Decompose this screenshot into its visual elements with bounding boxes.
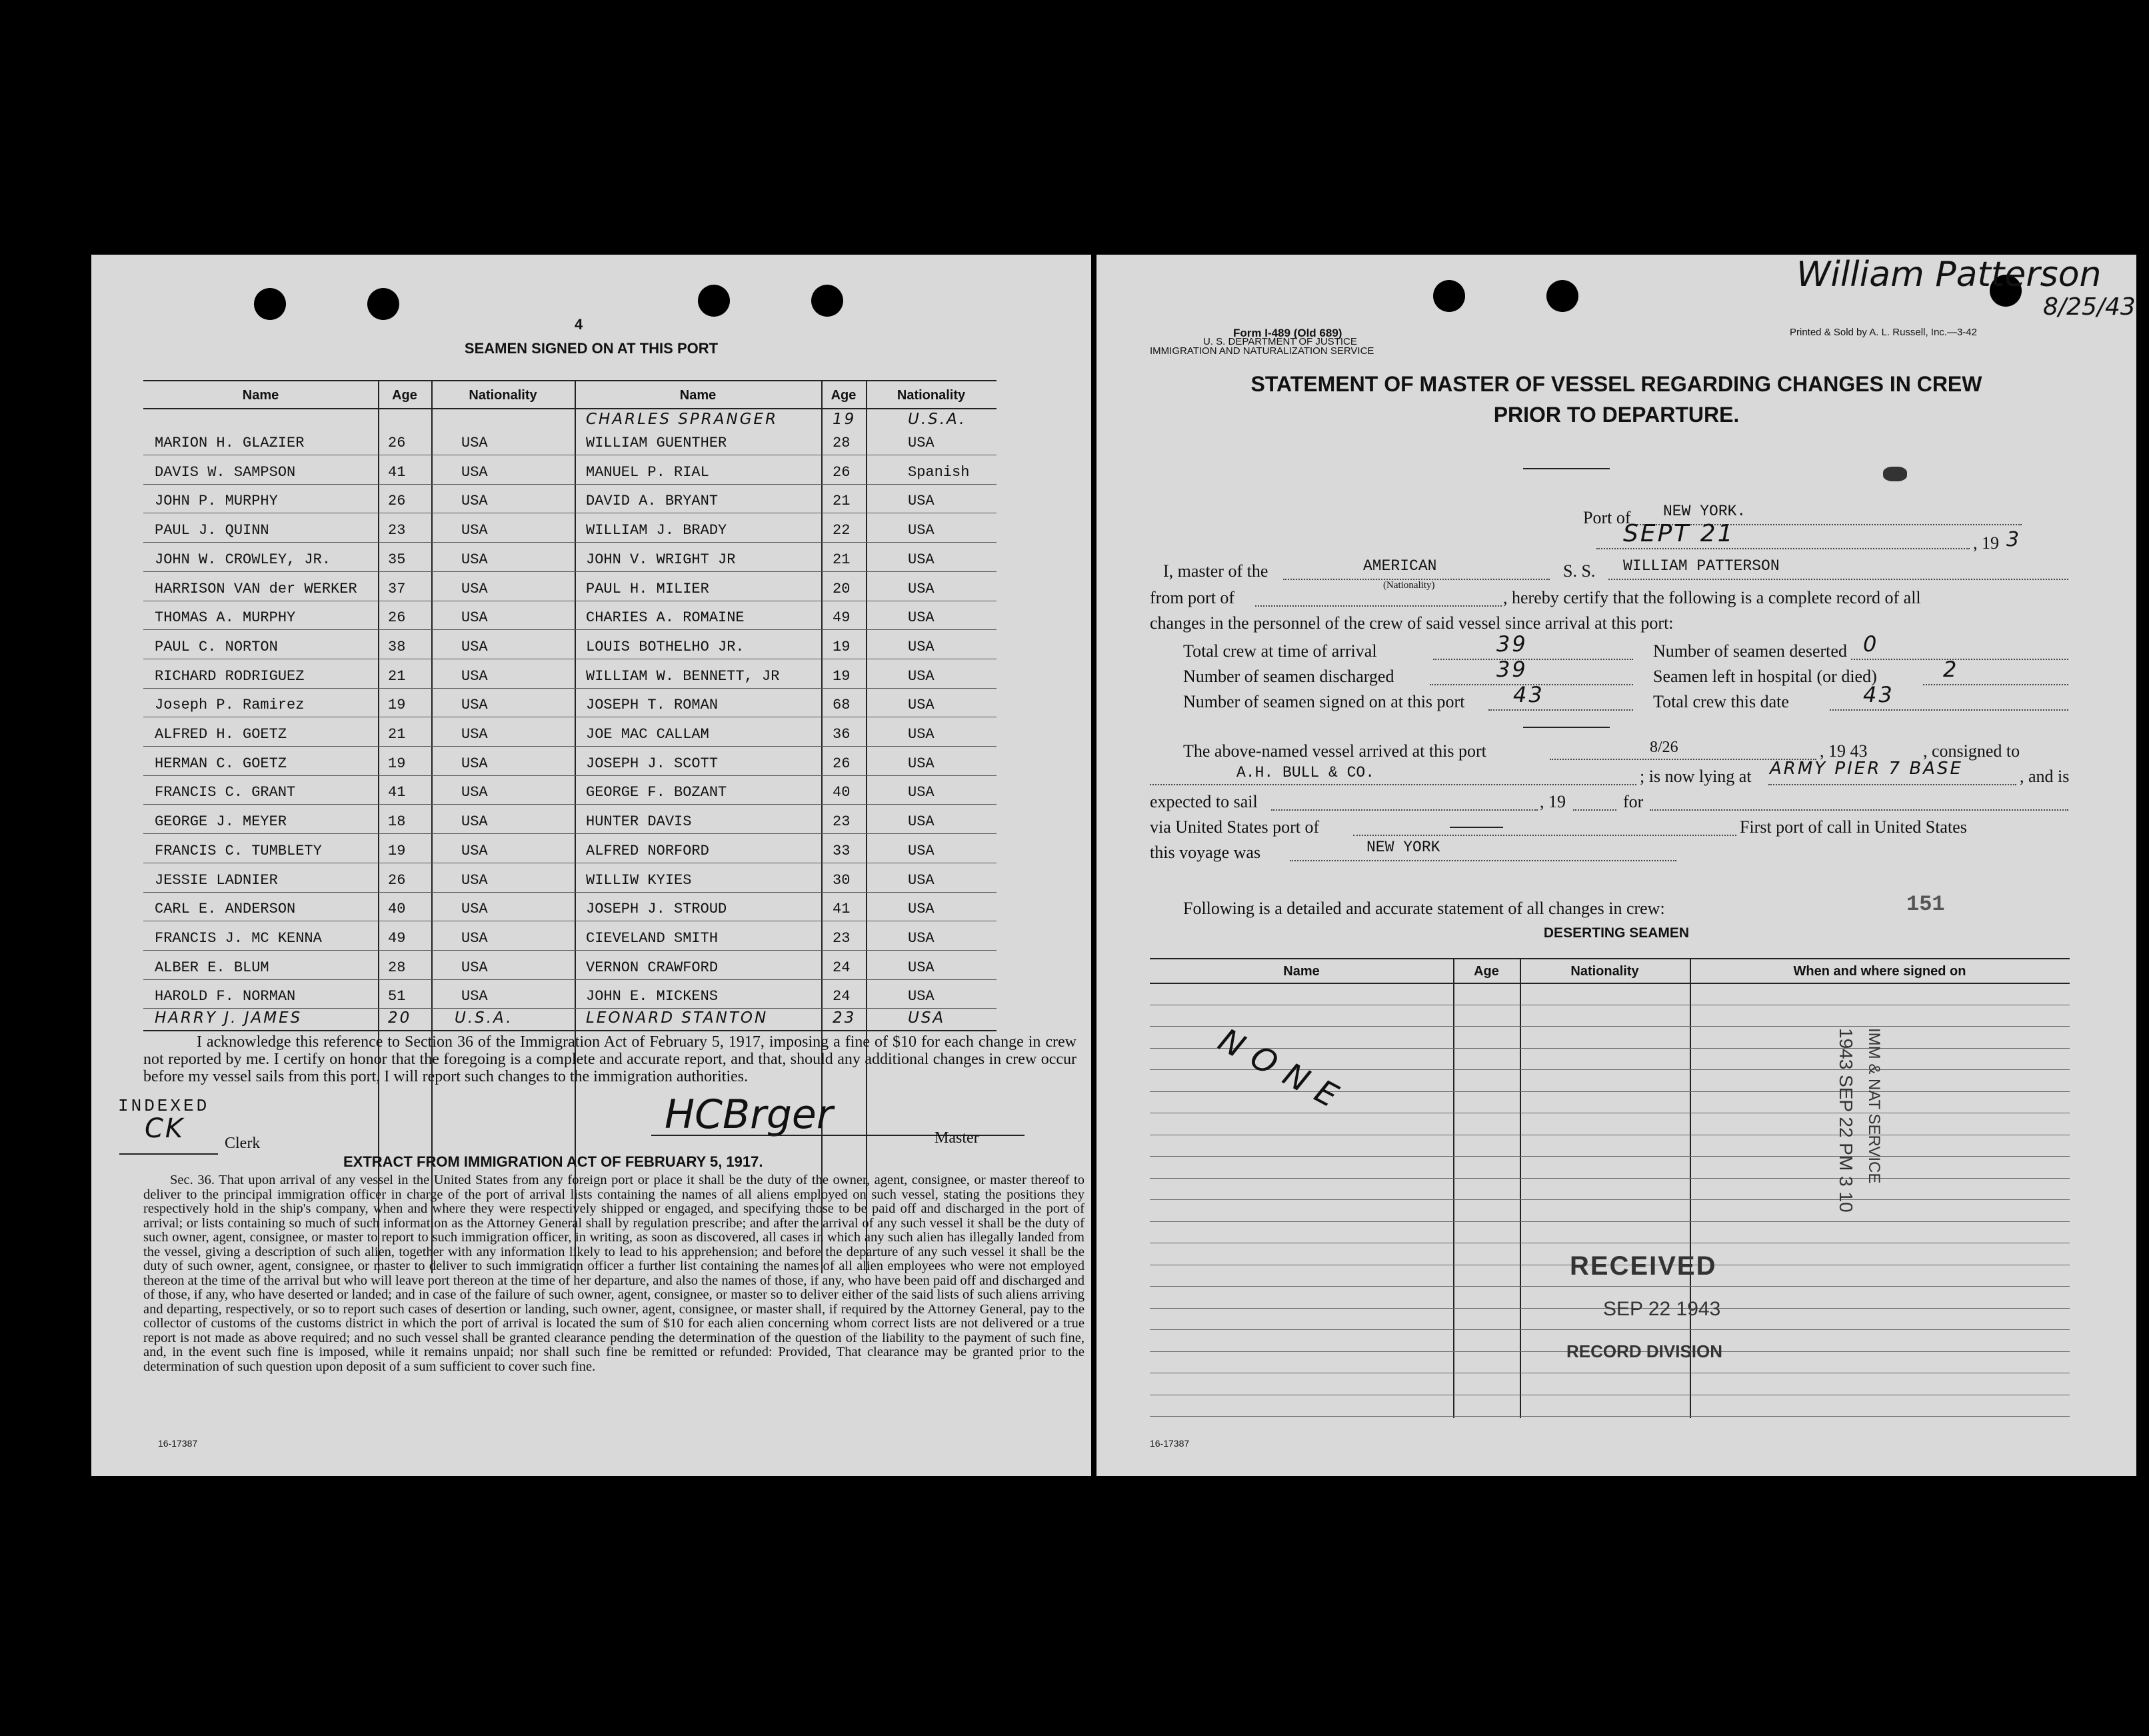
crew-age: 49 [833, 609, 851, 627]
page-count: 151 [1906, 892, 1945, 917]
crew-nationality: USA [908, 638, 935, 655]
col-header-nationality: Nationality [897, 388, 966, 403]
crew-nationality: USA [908, 842, 935, 859]
crew-name: HERMAN C. GOETZ [155, 755, 287, 772]
crew-name: JOHN W. CROWLEY, JR. [155, 551, 331, 568]
crew-age: 40 [388, 901, 406, 918]
crew-age: 28 [388, 959, 406, 976]
port-value: NEW YORK. [1663, 503, 1746, 520]
crew-age: 26 [388, 609, 406, 627]
crew-nationality: USA [461, 871, 488, 889]
crew-name: PAUL J. QUINN [155, 522, 269, 539]
stamp-smudge [1883, 467, 1907, 481]
desert-row-rule [1150, 1199, 2070, 1200]
crew-name: WILLIAM GUENTHER [586, 435, 727, 451]
crew-age: 26 [388, 871, 406, 889]
following-text: Following is a detailed and accurate statement of all changes in crew: [1183, 899, 1665, 918]
crew-name: THOMAS A. MURPHY [155, 609, 296, 627]
changes-text: changes in the personnel of the crew of said vessel since arrival at this port: [1150, 613, 1674, 633]
crew-name: JOHN V. WRIGHT JR [586, 551, 736, 568]
desert-col-nationality: Nationality [1570, 964, 1639, 979]
page-title: SEAMEN SIGNED ON AT THIS PORT [464, 340, 719, 357]
crew-nationality: USA [908, 988, 935, 1005]
arrived-date: 8/26 [1650, 739, 1678, 756]
handwritten-nationality: U.S.A. [908, 411, 967, 428]
crew-age: 68 [833, 697, 851, 714]
crew-nationality: USA [461, 988, 488, 1005]
row-rule [143, 833, 997, 834]
signed-on-value: 43 [1513, 682, 1544, 707]
crew-name: ALFRED H. GOETZ [155, 726, 287, 743]
crew-age: 20 [833, 580, 851, 597]
crew-name: FRANCIS C. GRANT [155, 784, 296, 801]
crew-nationality: USA [461, 959, 488, 976]
hospital-label: Seamen left in hospital (or died) [1653, 667, 1877, 686]
crew-name: GEORGE J. MEYER [155, 813, 287, 831]
desert-row-rule [1150, 1416, 2070, 1417]
row-rule [143, 892, 997, 893]
punch-hole [811, 285, 843, 317]
received-stamp: RECEIVED [1570, 1251, 1717, 1281]
year-suffix: 3 [2006, 528, 2022, 551]
lying-at-value: ARMY PIER 7 BASE [1770, 759, 1963, 779]
crew-name: JOHN P. MURPHY [155, 493, 278, 510]
punch-hole [367, 288, 399, 320]
total-crew-arrival-label: Total crew at time of arrival [1183, 641, 1377, 661]
total-crew-arrival-value: 39 [1496, 631, 1528, 657]
master-of-label: I, master of the [1163, 561, 1268, 581]
col-header-name: Name [679, 388, 717, 403]
crew-nationality: USA [908, 609, 935, 627]
crew-age: 40 [833, 784, 851, 801]
crew-name: GEORGE F. BOZANT [586, 784, 727, 801]
punch-hole [1433, 280, 1465, 312]
desert-row-rule [1150, 1026, 2070, 1027]
crew-age: 22 [833, 522, 851, 539]
crew-age: 26 [388, 435, 406, 451]
crew-name: WILLIAM W. BENNETT, JR [586, 667, 780, 685]
printer-note: Printed & Sold by A. L. Russell, Inc.—3-42 [1790, 327, 1977, 338]
crew-age: 19 [833, 667, 851, 685]
desert-row-rule [1150, 1156, 2070, 1157]
crew-age: 18 [388, 813, 406, 831]
now-lying-label: ; is now lying at [1640, 767, 1752, 786]
desert-row-rule [1150, 1286, 2070, 1287]
handwritten-name: HARRY J. JAMES [155, 1009, 303, 1027]
crew-name: MARION H. GLAZIER [155, 435, 305, 451]
row-rule [143, 804, 997, 805]
crew-name: JOE MAC CALLAM [586, 726, 709, 743]
form-code: 16-17387 [1150, 1438, 1190, 1449]
total-crew-date-value: 43 [1863, 682, 1894, 707]
crew-nationality: USA [908, 784, 935, 801]
crew-name: DAVID A. BRYANT [586, 493, 719, 510]
crew-nationality: USA [461, 463, 488, 481]
desert-col-signed-on: When and where signed on [1793, 964, 1966, 979]
crew-nationality: USA [908, 813, 935, 831]
form-code: 16-17387 [158, 1438, 198, 1449]
crew-age: 26 [833, 755, 851, 772]
desert-row-rule [1150, 1178, 2070, 1179]
crew-nationality: USA [461, 697, 488, 714]
crew-name: FRANCIS J. MC KENNA [155, 929, 322, 947]
crew-nationality: USA [461, 551, 488, 568]
none-handwritten: NONE [1212, 1021, 1355, 1121]
crew-name: HAROLD F. NORMAN [155, 988, 296, 1005]
acknowledgment-text: I acknowledge this reference to Section 36 of the Immigration Act of February 5, 1917, imposing a fine of $10 for each change in crew not reported by me. I certify on honor that the foregoing is a complete and accurate report, and that, should any additional changes in crew occur before my vessel sails from this port, I will report such changes to the immigration authorities. [143, 1033, 1076, 1085]
crew-name: JESSIE LADNIER [155, 871, 278, 889]
crew-age: 23 [833, 929, 851, 947]
port-label: Port of [1583, 508, 1631, 527]
crew-nationality: USA [908, 493, 935, 510]
crew-nationality: USA [908, 726, 935, 743]
crew-nationality: USA [461, 813, 488, 831]
crew-nationality: USA [461, 667, 488, 685]
crew-age: 21 [833, 551, 851, 568]
row-rule [143, 629, 997, 630]
crew-age: 19 [388, 697, 406, 714]
crew-nationality: USA [461, 755, 488, 772]
this-voyage-label: this voyage was [1150, 843, 1261, 862]
discharged-label: Number of seamen discharged [1183, 667, 1394, 686]
col-header-nationality: Nationality [469, 388, 537, 403]
crew-nationality: USA [908, 522, 935, 539]
first-port-label: First port of call in United States [1740, 817, 1967, 837]
crew-name: JOHN E. MICKENS [586, 988, 719, 1005]
crew-name: PAUL C. NORTON [155, 638, 278, 655]
crew-age: 21 [388, 667, 406, 685]
handwritten-name: CHARLES SPRANGER [586, 411, 779, 428]
crew-name: CHARIES A. ROMAINE [586, 609, 745, 627]
row-rule [143, 746, 997, 747]
row-rule [143, 571, 997, 572]
crew-age: 38 [388, 638, 406, 655]
crew-age: 33 [833, 842, 851, 859]
expected-sail-label: expected to sail [1150, 792, 1258, 811]
crew-age: 19 [388, 842, 406, 859]
desert-row-rule [1150, 1221, 2070, 1222]
from-port-label: from port of [1150, 588, 1235, 607]
form-title-line1: STATEMENT OF MASTER OF VESSEL REGARDING CHANGES IN CREW [1250, 372, 1982, 396]
desert-col-age: Age [1474, 964, 1499, 979]
signed-on-label: Number of seamen signed on at this port [1183, 692, 1465, 711]
crew-nationality: USA [908, 871, 935, 889]
row-rule [143, 979, 997, 980]
crew-nationality: USA [461, 638, 488, 655]
crew-name: WILLIW KYIES [586, 871, 692, 889]
master-label: Master [935, 1129, 979, 1147]
crew-age: 26 [388, 493, 406, 510]
punch-hole [254, 288, 286, 320]
crew-nationality: USA [908, 755, 935, 772]
crew-name: DAVIS W. SAMPSON [155, 463, 296, 481]
crew-nationality: USA [908, 929, 935, 947]
crew-nationality: USA [461, 929, 488, 947]
handwritten-date: 8/25/43 [2043, 293, 2136, 321]
crew-name: ALFRED NORFORD [586, 842, 709, 859]
crew-age: 51 [388, 988, 406, 1005]
row-rule [143, 542, 997, 543]
vertical-service-stamp: IMM & NAT SERVICE [1865, 1028, 1883, 1184]
desert-row-rule [1150, 1329, 2070, 1330]
crew-nationality: USA [908, 667, 935, 685]
certify-text: , hereby certify that the following is a complete record of all [1503, 588, 1921, 607]
voyage-value: NEW YORK [1366, 839, 1440, 856]
deserted-label: Number of seamen deserted [1653, 641, 1847, 661]
total-crew-date-label: Total crew this date [1653, 692, 1789, 711]
crew-nationality: USA [908, 580, 935, 597]
handwritten-nationality: USA [908, 1009, 946, 1027]
crew-age: 23 [833, 813, 851, 831]
crew-age: 21 [833, 493, 851, 510]
crew-age: 35 [388, 551, 406, 568]
desert-row-rule [1150, 1048, 2070, 1049]
crew-nationality: USA [908, 551, 935, 568]
crew-name: MANUEL P. RIAL [586, 463, 709, 481]
crew-nationality: USA [461, 580, 488, 597]
sail-year: , 19 [1540, 792, 1566, 811]
desert-col-name: Name [1283, 964, 1320, 979]
crew-age: 30 [833, 871, 851, 889]
right-page [1096, 255, 2136, 1476]
consigned-to-label: , consigned to [1923, 741, 2020, 761]
crew-name: HUNTER DAVIS [586, 813, 692, 831]
via-port-label: via United States port of [1150, 817, 1320, 837]
crew-age: 26 [833, 463, 851, 481]
row-rule [143, 775, 997, 776]
punch-hole [698, 285, 730, 317]
crew-nationality: USA [908, 435, 935, 451]
crew-name: CIEVELAND SMITH [586, 929, 719, 947]
crew-nationality: USA [461, 493, 488, 510]
crew-age: 28 [833, 435, 851, 451]
indexed-stamp: INDEXED [118, 1096, 210, 1116]
handwritten-name: LEONARD STANTON [586, 1009, 769, 1027]
master-signature: HCBrger [665, 1091, 833, 1138]
col-header-age: Age [831, 388, 857, 403]
nationality-value: AMERICAN [1363, 557, 1437, 575]
crew-name: ALBER E. BLUM [155, 959, 269, 976]
extract-text: Sec. 36. That upon arrival of any vessel in the United States from any foreign port or place it shall be the duty of the owner, agent, consignee, or master thereof to deliver to the principal immigration officer in charge of the port of arrival lists containing the names of all aliens employed on such vessel, stating the positions they respectively hold in the ship's company, when and where they were respectively shipped or engaged, and specifying those to be paid off and discharged in the port of arrival; or lists containing so much of such information as the Attorney General shall by regulation prescribe; and after the arrival of any such vessel it shall be the duty of such owner, agent, consignee, or master to report to such immigration officer, in writing, as soon as discovered, all cases in which any such alien has illegally landed from the vessel, giving a description of such alien, together with any information likely to lead to his apprehension; and before the departure of any such vessel it shall be the duty of such owner, agent, consignee, or master to deliver to such immigration officer a further list containing the names of all alien employees who were not employed thereon at the time of the arrival but who will leave port thereon at the time of her departure, and also the names of those, if any, who have been paid off and discharged and of those, if any, who have deserted or landed; and in case of the failure of such owner, agent, consignee, or master so to deliver either of the said lists of such aliens arriving and departing, respectively, or so to report such cases of desertion or landing, such owner, agent, consignee, or master shall, if required by the Attorney General, pay to the collector of customs of the customs district in which the port of arrival is located the sum of $10 for each alien concerning whom correct lists are not delivered or a true report is not made as above required; and no such vessel shall be granted clearance pending the determination of the question of the liability to the payment of such fine, and, in the event such fine is imposed, while it remains unpaid; nor shall such fine be remitted or refunded: Provided, That clearance may be granted prior to the determination of such question upon deposit of a sum sufficient to cover such fine. [143, 1173, 1084, 1374]
crew-age: 23 [388, 522, 406, 539]
col-header-age: Age [392, 388, 417, 403]
crew-nationality: USA [461, 726, 488, 743]
crew-nationality: USA [908, 959, 935, 976]
row-rule [143, 688, 997, 689]
crew-age: 41 [833, 901, 851, 918]
crew-nationality: USA [461, 784, 488, 801]
crew-name: RICHARD RODRIGUEZ [155, 667, 305, 685]
crew-nationality: USA [461, 435, 488, 451]
hospital-value: 2 [1943, 657, 1959, 682]
handwritten-age: 20 [388, 1009, 412, 1027]
crew-age: 49 [388, 929, 406, 947]
clerk-label: Clerk [225, 1135, 261, 1152]
crew-nationality: Spanish [908, 463, 970, 481]
crew-age: 41 [388, 784, 406, 801]
crew-nationality: USA [461, 609, 488, 627]
extract-title: EXTRACT FROM IMMIGRATION ACT OF FEBRUARY 5, 1917. [343, 1153, 763, 1170]
crew-nationality: USA [908, 901, 935, 918]
crew-age: 19 [388, 755, 406, 772]
crew-name: VERNON CRAWFORD [586, 959, 719, 976]
form-number: Form I-489 (Old 689) [1233, 327, 1342, 339]
vessel-name: WILLIAM PATTERSON [1623, 557, 1780, 575]
crew-name: JOSEPH J. SCOTT [586, 755, 719, 772]
deserted-value: 0 [1863, 631, 1879, 657]
crew-age: 36 [833, 726, 851, 743]
crew-name: WILLIAM J. BRADY [586, 522, 727, 539]
vertical-date-stamp: 1943 SEP 22 PM 3 10 [1836, 1028, 1856, 1213]
table-bottom-rule [143, 1030, 997, 1031]
crew-age: 21 [388, 726, 406, 743]
row-rule [143, 950, 997, 951]
left-page [91, 255, 1091, 1476]
handwritten-nationality: U.S.A. [455, 1009, 513, 1027]
crew-name: JOSEPH T. ROMAN [586, 697, 719, 714]
date-value: SEPT 21 [1623, 520, 1735, 547]
nationality-caption: (Nationality) [1383, 580, 1435, 591]
crew-name: FRANCIS C. TUMBLETY [155, 842, 322, 859]
arrived-year: , 19 43 [1820, 741, 1868, 761]
clerk-initials: CK [145, 1113, 185, 1144]
form-title-line2: PRIOR TO DEPARTURE. [1493, 403, 1740, 427]
crew-age: 24 [833, 988, 851, 1005]
discharged-value: 39 [1496, 657, 1528, 682]
col-header-name: Name [242, 388, 279, 403]
crew-name: JOSEPH J. STROUD [586, 901, 727, 918]
crew-nationality: USA [461, 522, 488, 539]
page-number: 4 [575, 316, 583, 333]
consignee-value: A.H. BULL & CO. [1236, 764, 1375, 781]
handwritten-age: 19 [833, 411, 857, 428]
crew-age: 41 [388, 463, 406, 481]
crew-nationality: USA [461, 901, 488, 918]
and-is-label: , and is [2020, 767, 2070, 786]
crew-name: LOUIS BOTHELHO JR. [586, 638, 745, 655]
arrived-text: The above-named vessel arrived at this port [1183, 741, 1486, 761]
crew-name: CARL E. ANDERSON [155, 901, 296, 918]
ss-label: S. S. [1563, 561, 1596, 581]
crew-name: HARRISON VAN der WERKER [155, 580, 357, 597]
received-stamp-date: SEP 22 1943 [1603, 1298, 1721, 1320]
crew-age: 37 [388, 580, 406, 597]
year-prefix: , 19 [1973, 533, 1999, 553]
deserting-title: DESERTING SEAMEN [1543, 925, 1690, 941]
punch-hole [1546, 280, 1578, 312]
crew-nationality: USA [461, 842, 488, 859]
crew-name: PAUL H. MILIER [586, 580, 709, 597]
crew-name: Joseph P. Ramirez [155, 697, 305, 714]
handwritten-age: 23 [833, 1009, 857, 1027]
record-division-stamp: RECORD DIVISION [1566, 1341, 1723, 1361]
crew-nationality: USA [908, 697, 935, 714]
for-label: for [1623, 792, 1644, 811]
row-rule [143, 484, 997, 485]
crew-age: 24 [833, 959, 851, 976]
crew-age: 19 [833, 638, 851, 655]
service-name: IMMIGRATION AND NATURALIZATION SERVICE [1150, 345, 1374, 357]
department: U. S. DEPARTMENT OF JUSTICE [1203, 336, 1357, 347]
handwritten-vessel-name: William Patterson [1796, 255, 2102, 295]
